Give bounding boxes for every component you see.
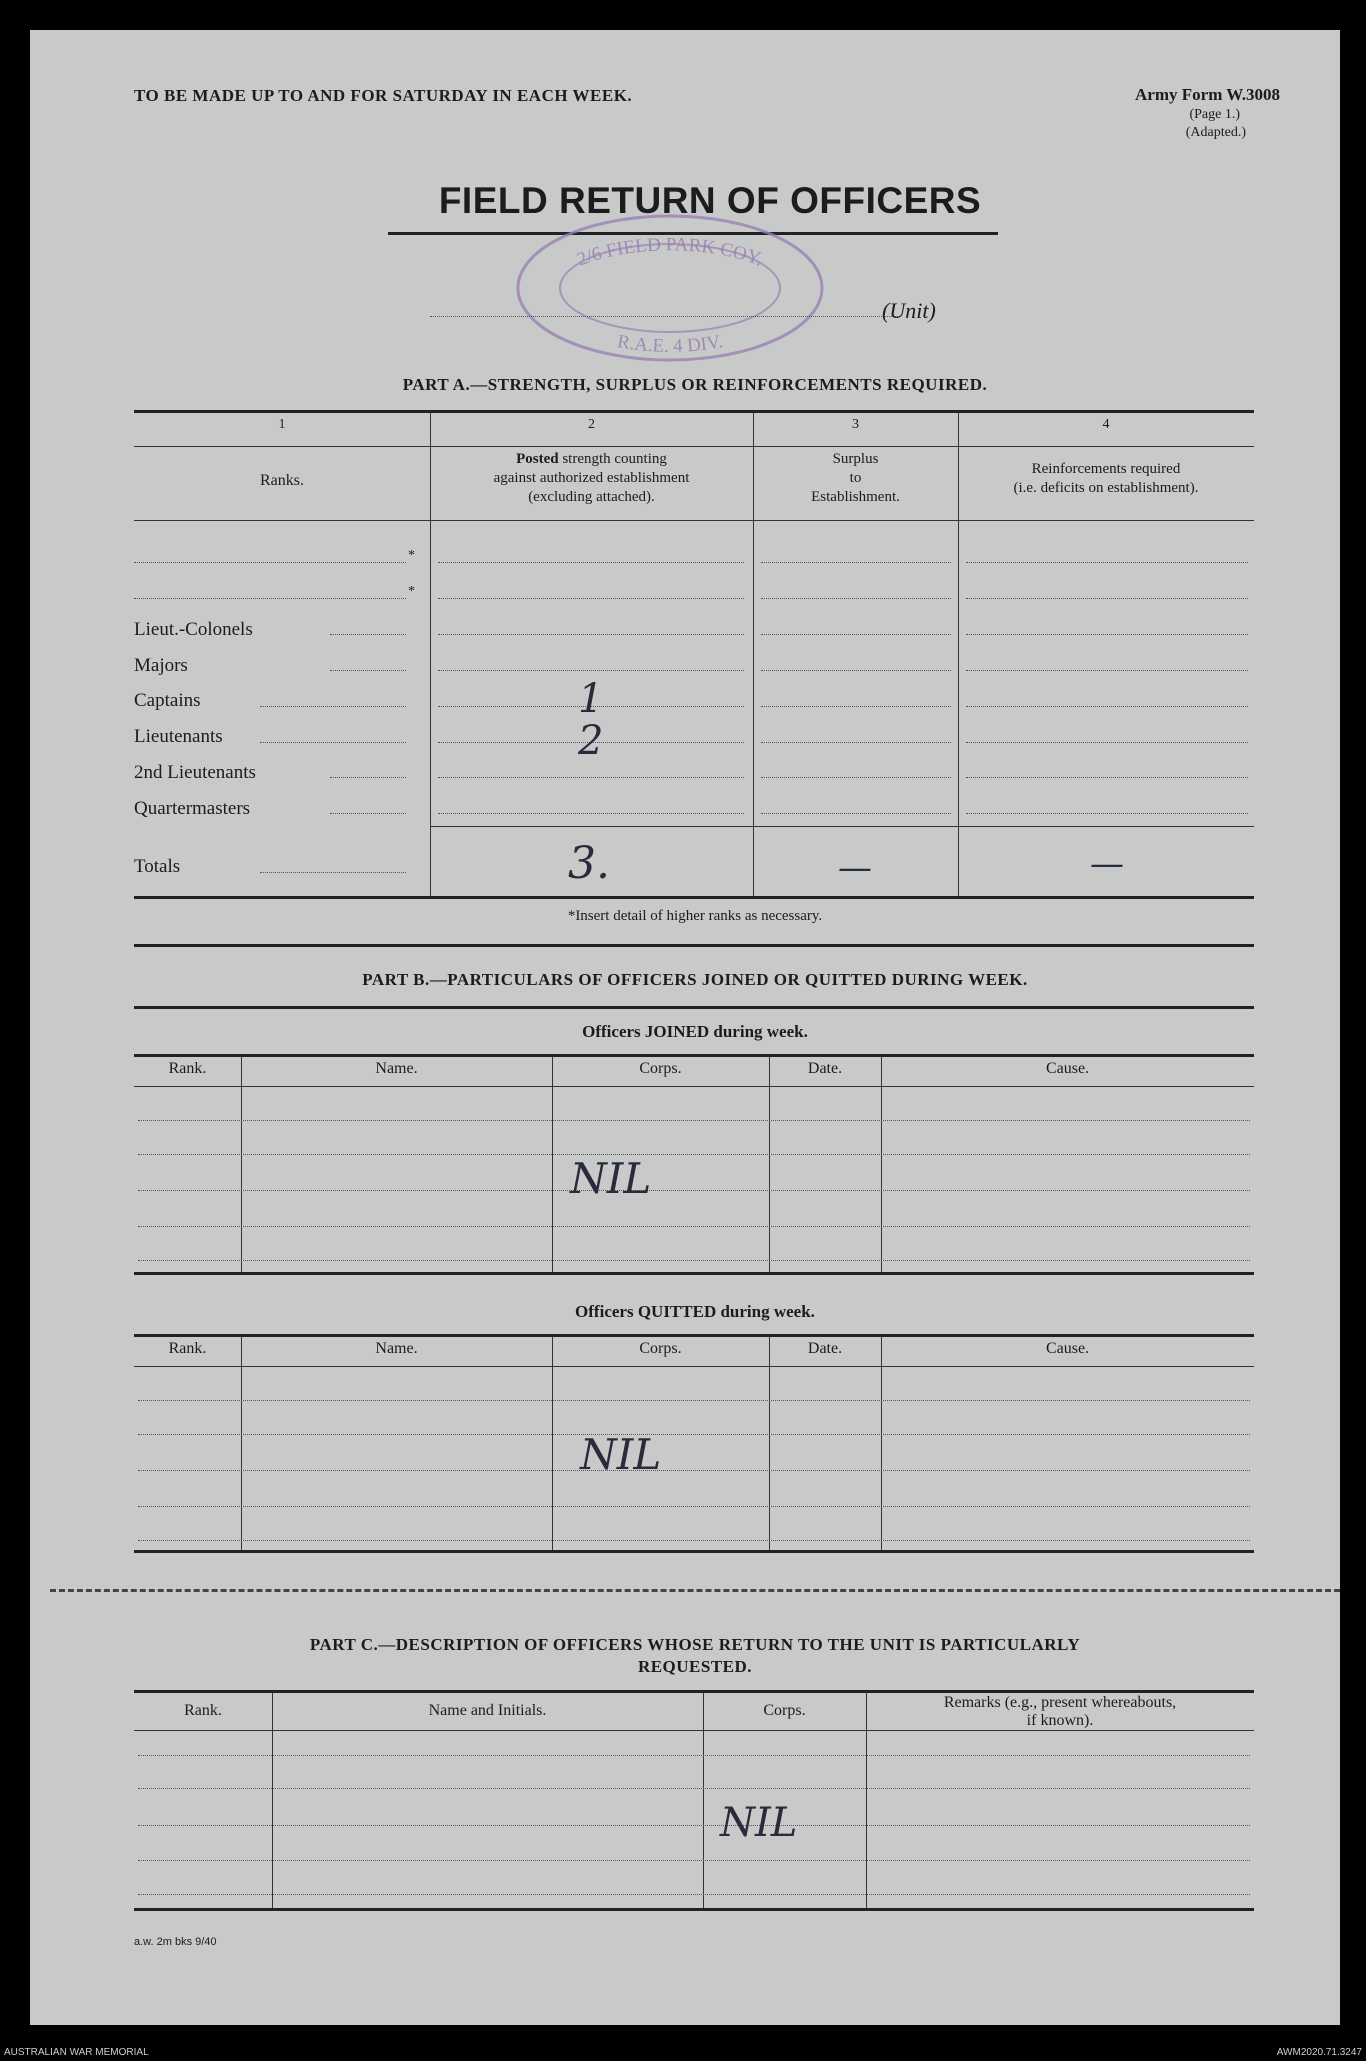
- posted-header-rest: strength counting: [558, 451, 667, 467]
- posted-header-bold: Posted: [516, 451, 559, 467]
- part-c-row-rule: [138, 1788, 1250, 1789]
- part-c-col-remarks: [866, 1694, 1254, 1730]
- quitted-header-rule: [134, 1366, 1254, 1367]
- posted-header-line3: (excluding attached).: [528, 489, 655, 505]
- joined-table-top: [134, 1054, 1254, 1057]
- part-c-col-corps: Corps.: [763, 1702, 806, 1719]
- joined-col-divider: [552, 1056, 553, 1272]
- rank-quartermasters: Quartermasters: [134, 797, 251, 819]
- part-c-row-rule: [138, 1894, 1250, 1895]
- asterisk-1: *: [408, 548, 415, 563]
- joined-col-divider: [769, 1056, 770, 1272]
- rank-lieut-colonels: Lieut.-Colonels: [134, 619, 253, 640]
- part-a-top-rule: [134, 410, 1254, 413]
- row-rule: [438, 562, 744, 563]
- form-paper: [30, 30, 1340, 2025]
- part-c-heading-line1: PART C.—DESCRIPTION OF OFFICERS WHOSE RETURN TO THE UNIT IS PARTICULARLY: [309, 1635, 1081, 1654]
- part-c-col-divider: [272, 1692, 273, 1908]
- instruction-text: TO BE MADE UP TO AND FOR SATURDAY IN EACH WEEK.: [134, 86, 633, 105]
- row-rule: [438, 813, 744, 814]
- captains-posted-value[interactable]: 1: [578, 676, 604, 722]
- reinforcements-header-line2: (i.e. deficits on establishment).: [1013, 480, 1199, 496]
- row-rule: [761, 706, 951, 707]
- posted-header: [430, 450, 753, 507]
- quitted-row-rule: [138, 1400, 1250, 1401]
- quitted-col-name: Name.: [375, 1340, 418, 1357]
- page-title: FIELD RETURN OF OFFICERS: [438, 180, 982, 221]
- row-rule: [761, 777, 951, 778]
- rank-majors: Majors: [134, 654, 188, 676]
- row-rule: [966, 634, 1248, 635]
- ranks-list: [134, 612, 256, 826]
- part-c-row-rule: [138, 1860, 1250, 1861]
- part-c-heading: [160, 1634, 1230, 1678]
- quitted-title: Officers QUITTED during week.: [575, 1302, 815, 1321]
- quitted-col-divider: [241, 1336, 242, 1550]
- col-number-4: 4: [1102, 417, 1110, 432]
- svg-text:2/6 FIELD PARK COY.: [574, 234, 766, 270]
- leader-dots: [260, 706, 406, 707]
- row-rule: [438, 598, 744, 599]
- higher-rank-field-1[interactable]: [134, 562, 406, 563]
- surplus-header-line3: Establishment.: [811, 489, 900, 505]
- part-c-col-name: Name and Initials.: [428, 1702, 547, 1719]
- quitted-col-rank: Rank.: [168, 1340, 207, 1357]
- perforation-line: [50, 1589, 1340, 1592]
- part-a-end-rule: [134, 944, 1254, 947]
- quitted-row-rule: [138, 1540, 1250, 1541]
- quitted-nil-entry[interactable]: NIL: [580, 1430, 662, 1479]
- adapted-note: (Adapted.): [1185, 125, 1246, 140]
- part-c-table-top: [134, 1690, 1254, 1693]
- part-c-nil-entry[interactable]: NIL: [720, 1800, 798, 1846]
- leader-dots: [330, 670, 406, 671]
- part-c-row-rule: [138, 1755, 1250, 1756]
- part-c-col-divider: [703, 1692, 704, 1908]
- row-rule: [438, 670, 744, 671]
- part-a-heading: PART A.—STRENGTH, SURPLUS OR REINFORCEMENTS REQUIRED.: [402, 375, 988, 394]
- part-c-remarks-line2: if known).: [1026, 1712, 1094, 1729]
- joined-col-divider: [241, 1056, 242, 1272]
- footer-institution: AUSTRALIAN WAR MEMORIAL: [4, 2047, 149, 2058]
- row-rule: [966, 598, 1248, 599]
- unit-label: (Unit): [882, 298, 936, 323]
- quitted-col-date: Date.: [807, 1340, 843, 1357]
- joined-row-rule: [138, 1154, 1250, 1155]
- rank-2nd-lieutenants: 2nd Lieutenants: [134, 761, 256, 783]
- row-rule: [438, 634, 744, 635]
- part-c-table-bottom: [134, 1908, 1254, 1911]
- row-rule: [966, 670, 1248, 671]
- row-rule: [761, 598, 951, 599]
- part-b-heading: PART B.—PARTICULARS OF OFFICERS JOINED OR QUITTED DURING WEEK.: [362, 970, 1028, 989]
- asterisk-2: *: [408, 584, 415, 599]
- totals-reinforcements-value[interactable]: —: [1090, 844, 1124, 884]
- quitted-col-divider: [769, 1336, 770, 1550]
- part-c-col-rank: Rank.: [184, 1702, 222, 1719]
- totals-label: Totals: [134, 856, 181, 877]
- surplus-header-line2: to: [849, 470, 862, 486]
- rank-captains: Captains: [134, 690, 201, 712]
- joined-col-corps: Corps.: [639, 1060, 682, 1077]
- part-a-bottom-rule: [134, 896, 1254, 899]
- part-c-header-rule: [134, 1730, 1254, 1731]
- row-rule: [761, 742, 951, 743]
- quitted-table-top: [134, 1334, 1254, 1337]
- joined-title: Officers JOINED during week.: [582, 1022, 808, 1041]
- leader-dots: [330, 813, 406, 814]
- quitted-row-rule: [138, 1434, 1250, 1435]
- row-rule: [761, 813, 951, 814]
- unit-stamp: [510, 208, 830, 368]
- quitted-table-bottom: [134, 1550, 1254, 1553]
- stamp-bottom-text: R.A.E. 4 DIV.: [615, 331, 725, 357]
- row-rule: [966, 742, 1248, 743]
- leader-dots: [330, 777, 406, 778]
- joined-col-cause: Cause.: [1045, 1060, 1090, 1077]
- totals-posted-value[interactable]: 3.: [568, 838, 610, 889]
- totals-surplus-value[interactable]: —: [838, 848, 872, 888]
- svg-text:R.A.E. 4 DIV.: [616, 331, 725, 357]
- col-number-2: 2: [588, 417, 595, 432]
- part-c-heading-line2: REQUESTED.: [637, 1657, 753, 1676]
- row-rule: [761, 562, 951, 563]
- joined-row-rule: [138, 1120, 1250, 1121]
- quitted-col-divider: [552, 1336, 553, 1550]
- surplus-header-line1: Surplus: [832, 451, 879, 467]
- leader-dots: [260, 742, 406, 743]
- leader-dots: [330, 634, 406, 635]
- joined-header-rule: [134, 1086, 1254, 1087]
- row-rule: [761, 634, 951, 635]
- joined-nil-entry[interactable]: NIL: [570, 1154, 652, 1203]
- row-rule: [966, 706, 1248, 707]
- joined-col-rank: Rank.: [168, 1060, 207, 1077]
- stamp-top-text: 2/6 FIELD PARK COY.: [574, 234, 766, 271]
- part-a-footnote: *Insert detail of higher ranks as necessary.: [567, 908, 823, 924]
- col-number-rule: [134, 446, 1254, 447]
- row-rule: [966, 562, 1248, 563]
- joined-col-name: Name.: [375, 1060, 418, 1077]
- surplus-header: [753, 450, 958, 507]
- quitted-row-rule: [138, 1470, 1250, 1471]
- footer-accession-number: AWM2020.71.3247: [1276, 2047, 1362, 2058]
- rank-lieutenants: Lieutenants: [134, 726, 223, 748]
- quitted-col-cause: Cause.: [1045, 1340, 1090, 1357]
- totals-top-rule: [430, 826, 1254, 827]
- form-number: Army Form W.3008: [1135, 85, 1280, 104]
- row-rule: [966, 813, 1248, 814]
- ranks-header: Ranks.: [260, 472, 304, 489]
- quitted-col-divider: [881, 1336, 882, 1550]
- quitted-col-corps: Corps.: [639, 1340, 682, 1357]
- joined-col-divider: [881, 1056, 882, 1272]
- col-number-1: 1: [278, 417, 286, 432]
- joined-col-date: Date.: [807, 1060, 843, 1077]
- higher-rank-field-2[interactable]: [134, 598, 406, 599]
- unit-field[interactable]: [430, 316, 900, 317]
- joined-table-bottom: [134, 1272, 1254, 1275]
- reinforcements-header: [958, 460, 1254, 498]
- posted-header-line2: against authorized establishment: [493, 470, 690, 486]
- col-number-3: 3: [852, 417, 859, 432]
- print-code: a.w. 2m bks 9/40: [134, 1936, 217, 1948]
- joined-row-rule: [138, 1260, 1250, 1261]
- reinforcements-header-line1: Reinforcements required: [1031, 461, 1181, 477]
- joined-row-rule: [138, 1190, 1250, 1191]
- part-b-top-rule: [134, 1006, 1254, 1009]
- leader-dots: [260, 872, 406, 873]
- joined-row-rule: [138, 1226, 1250, 1227]
- header-bottom-rule: [134, 520, 1254, 521]
- row-rule: [438, 777, 744, 778]
- part-c-row-rule: [138, 1825, 1250, 1826]
- quitted-row-rule: [138, 1506, 1250, 1507]
- part-c-remarks-line1: Remarks (e.g., present whereabouts,: [943, 1694, 1177, 1711]
- lieutenants-posted-value[interactable]: 2: [578, 718, 604, 764]
- row-rule: [966, 777, 1248, 778]
- row-rule: [761, 670, 951, 671]
- page-number: (Page 1.): [1189, 107, 1240, 122]
